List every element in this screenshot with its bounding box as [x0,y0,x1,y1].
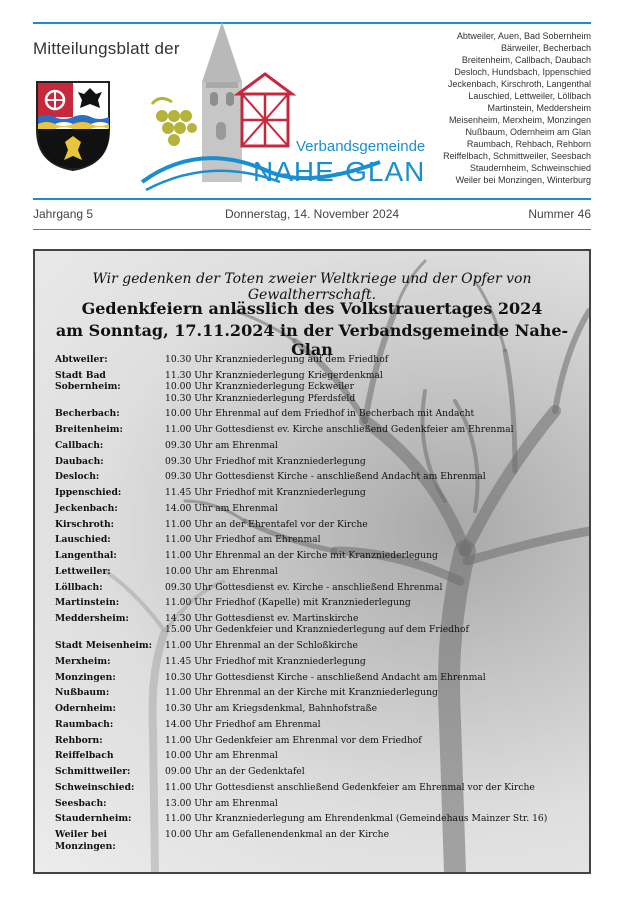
schedule-events [165,735,575,746]
schedule-event: 11.00 Uhr an der Ehrentafel vor der Kirche [165,518,368,530]
schedule-events [165,456,575,467]
volume-label: Jahrgang 5 [33,207,94,221]
publication-title: Mitteilungsblatt der [33,39,180,58]
schedule-event: 14.00 Uhr am Ehrenmal [165,502,278,514]
schedule-place: Becherbach: [55,408,120,420]
schedule-events [165,782,575,793]
schedule-events [165,354,575,365]
schedule-row [55,687,575,698]
schedule-place: Monzingen: [55,671,116,683]
schedule-events [165,582,575,593]
schedule-events [165,408,575,419]
schedule-event: 11.45 Uhr Friedhof mit Kranzniederlegung [165,655,366,667]
schedule-events [165,719,575,730]
schedule-place: Rehborn: [55,734,103,746]
issue-number: Nummer 46 [528,207,591,221]
schedule-row [55,735,575,746]
schedule-place: Desloch: [55,471,100,483]
schedule-events [165,487,575,498]
schedule-event: 11.00 Uhr Friedhof am Ehrenmal [165,534,321,546]
schedule-row [55,798,575,809]
schedule-row [55,440,575,451]
schedule-event: 10.30 Uhr Kranzniederlegung auf dem Friedhof [165,354,389,365]
schedule-place: Breitenheim: [55,424,123,436]
schedule-place: Seesbach: [55,797,107,809]
schedule-events [165,813,575,824]
coat-of-arms-icon [35,80,111,172]
schedule-event: 15.00 Uhr Gedenkfeier und Kranzniederlegung auf dem Friedhof [165,624,469,636]
memorial-notice [33,249,591,874]
municipality-line: Nußbaum, Odernheim am Glan [465,127,591,137]
schedule-row [55,471,575,482]
schedule-events [165,829,575,852]
issue-date: Donnerstag, 14. November 2024 [224,207,400,221]
schedule-place: Odernheim: [55,703,116,715]
logo-wordmark: NAHE-GLAN [253,156,426,187]
schedule-place: Martinstein: [55,597,120,609]
notice-subtitle: Wir gedenken der Toten zweier Weltkriege und der Opfer von Gewaltherrschaft. [92,271,532,303]
schedule-row [55,582,575,593]
schedule-place: Staudernheim: [55,813,132,825]
schedule-events [165,471,575,482]
municipality-line: Martinstein, Meddersheim [487,103,591,113]
schedule-place: Langenthal: [55,550,117,562]
schedule-events [165,798,575,809]
schedule-event: 11.00 Uhr Gedenkfeier am Ehrenmal vor dem Friedhof [165,734,422,746]
schedule-event: 11.00 Uhr Kranzniederlegung am Ehrendenkmal (Gemeindehaus Mainzer Str. 16) [165,813,548,825]
schedule-row [55,782,575,793]
schedule-place: Löllbach: [55,581,103,593]
schedule-place: Lettweiler: [55,565,111,577]
schedule-event: 10.00 Uhr am Gefallenendenkmal an der Kirche [165,829,390,841]
schedule-place: Stadt Meisenheim: [55,640,153,652]
schedule-event: 10.00 Uhr am Ehrenmal [165,750,278,762]
schedule-place: Nußbaum: [55,687,110,699]
schedule-place: Schweinschied: [55,781,135,793]
schedule-place: Daubach: [55,455,104,467]
schedule-events [165,656,575,667]
member-municipalities-list [391,30,591,186]
schedule-events [165,534,575,545]
notice-headline-date: am Sonntag, 17.11.2024 in der Verbandsgemeinde Nahe-Glan [55,321,569,359]
schedule-place: Merxheim: [55,655,111,667]
schedule-row [55,370,575,404]
municipality-line: Weiler bei Monzingen, Winterburg [455,175,591,185]
municipality-line: Reiffelbach, Schmittweiler, Seesbach [443,151,591,161]
schedule-events [165,550,575,561]
schedule-events [165,503,575,514]
schedule-event: 10.00 Uhr Ehrenmal auf dem Friedhof in Becherbach mit Andacht [165,408,475,420]
schedule-row [55,813,575,824]
schedule-events [165,519,575,530]
schedule-place: Ippenschied: [55,487,122,499]
schedule-events [165,640,575,651]
schedule-events [165,703,575,714]
municipality-line: Bärweiler, Becherbach [500,43,591,53]
schedule-place: Stadt Bad Sobernheim: [55,369,121,393]
schedule-event: 14.00 Uhr Friedhof am Ehrenmal [165,718,321,730]
schedule-row [55,703,575,714]
schedule-event: 10.30 Uhr Kranzniederlegung Pferdsfeld [165,392,356,404]
schedule-row [55,640,575,651]
schedule-events [165,766,575,777]
municipality-line: Raumbach, Rehbach, Rehborn [466,139,591,149]
schedule-row [55,534,575,545]
schedule-event: 11.00 Uhr Ehrenmal an der Schloßkirche [165,640,358,652]
schedule-list [55,354,575,856]
schedule-event: 13.00 Uhr am Ehrenmal [165,797,278,809]
header-bottom-rule [33,198,591,200]
schedule-row [55,487,575,498]
schedule-events [165,687,575,698]
schedule-row [55,719,575,730]
schedule-row [55,766,575,777]
schedule-row [55,613,575,636]
schedule-row [55,656,575,667]
schedule-event: 10.00 Uhr Kranzniederlegung Eckweiler [165,381,355,393]
schedule-place: Meddersheim: [55,613,129,625]
schedule-row [55,503,575,514]
schedule-row [55,408,575,419]
schedule-event: 10.30 Uhr Gottesdienst Kirche - anschließend Andacht am Ehrenmal [165,671,486,683]
schedule-events [165,613,575,636]
schedule-events [165,672,575,683]
schedule-row [55,750,575,761]
schedule-events [165,424,575,435]
municipality-line: Lauschied, Lettweiler, Löllbach [468,91,591,101]
schedule-place: Schmittweiler: [55,766,131,778]
schedule-row [55,519,575,530]
schedule-event: 09.00 Uhr an der Gedenktafel [165,766,305,778]
schedule-place: Jeckenbach: [55,502,118,514]
schedule-event: 11.30 Uhr Kranzniederlegung Kriegerdenkmal [165,369,383,381]
schedule-place: Lauschied: [55,534,111,546]
schedule-event: 10.30 Uhr am Kriegsdenkmal, Bahnhofstraße [165,703,378,715]
info-bar-rule [33,229,591,230]
schedule-row [55,597,575,608]
schedule-place: Callbach: [55,439,104,451]
schedule-event: 09.30 Uhr am Ehrenmal [165,439,278,451]
schedule-event: 09.30 Uhr Gottesdienst Kirche - anschließend Andacht am Ehrenmal [165,471,486,483]
schedule-events [165,750,575,761]
schedule-events [165,597,575,608]
municipality-line: Desloch, Hundsbach, Ippenschied [454,67,591,77]
municipality-line: Jeckenbach, Kirschroth, Langenthal [447,79,591,89]
schedule-row [55,566,575,577]
municipality-line: Breitenheim, Callbach, Daubach [461,55,591,65]
schedule-events [165,370,575,404]
schedule-event: 14.30 Uhr Gottesdienst ev. Martinskirche [165,613,359,625]
schedule-events [165,440,575,451]
schedule-event: 11.00 Uhr Ehrenmal an der Kirche mit Kranzniederlegung [165,550,438,562]
schedule-event: 10.00 Uhr am Ehrenmal [165,565,278,577]
schedule-events [165,566,575,577]
schedule-row [55,424,575,435]
schedule-place: Kirschroth: [55,518,115,530]
schedule-event: 11.45 Uhr Friedhof mit Kranzniederlegung [165,487,366,499]
notice-headline: Gedenkfeiern anlässlich des Volkstrauertages 2024 [81,299,543,318]
schedule-place: Weiler bei Monzingen: [55,829,116,852]
schedule-event: 11.00 Uhr Friedhof (Kapelle) mit Kranzniederlegung [165,597,411,609]
schedule-event: 09.30 Uhr Gottesdienst ev. Kirche - anschließend Ehrenmal [165,581,443,593]
schedule-row [55,672,575,683]
schedule-row [55,829,575,852]
schedule-event: 11.00 Uhr Ehrenmal an der Kirche mit Kranzniederlegung [165,687,438,699]
schedule-event: 11.00 Uhr Gottesdienst anschließend Gedenkfeier am Ehrenmal vor der Kirche [165,781,535,793]
schedule-place: Raumbach: [55,718,114,730]
schedule-event: 11.00 Uhr Gottesdienst ev. Kirche anschließend Gedenkfeier am Ehrenmal [165,424,514,436]
municipality-line: Abtweiler, Auen, Bad Sobernheim [456,31,591,41]
schedule-place: Reiffelbach [55,750,114,762]
schedule-row [55,550,575,561]
schedule-row [55,354,575,365]
logo-subtitle: Verbandsgemeinde [296,138,426,155]
schedule-row [55,456,575,467]
municipality-line: Meisenheim, Merxheim, Monzingen [448,115,591,125]
municipality-line: Staudernheim, Schweinschied [469,163,591,173]
schedule-event: 09.30 Uhr Friedhof mit Kranzniederlegung [165,455,366,467]
schedule-place: Abtweiler: [55,354,108,365]
